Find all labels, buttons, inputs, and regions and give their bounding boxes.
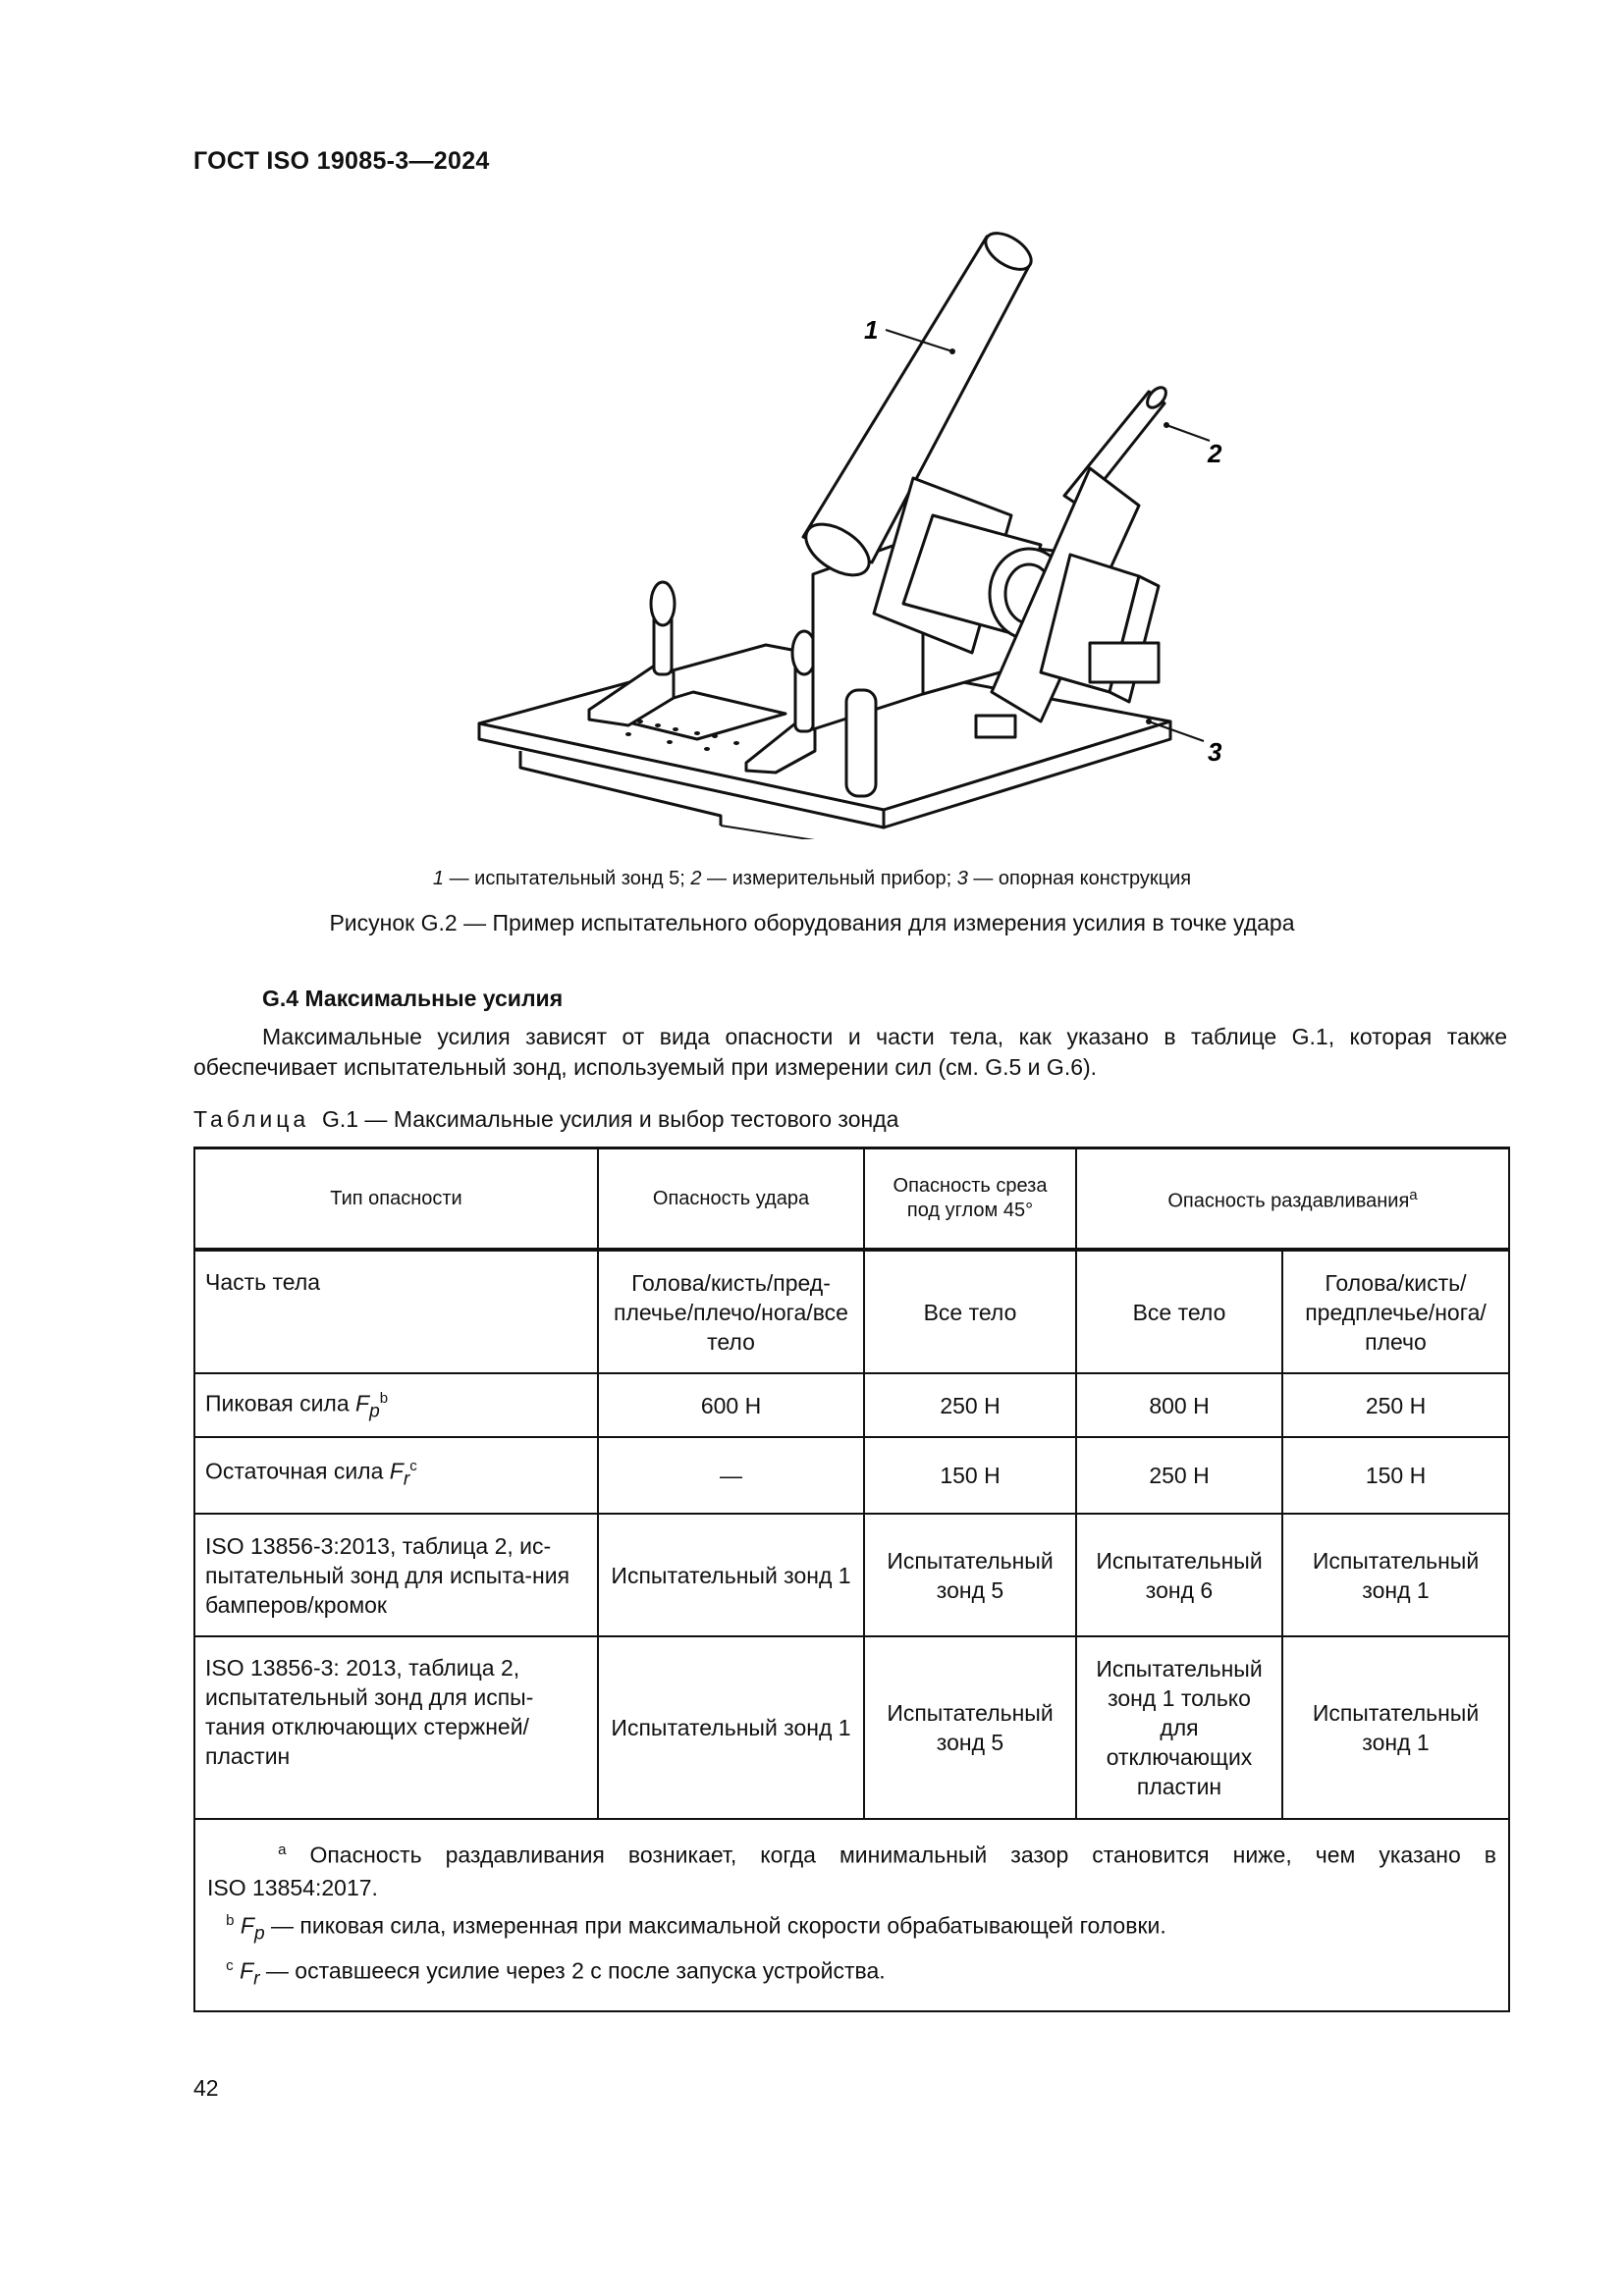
cell: Испытательный зонд 5 — [864, 1514, 1076, 1636]
section-paragraph — [193, 1022, 1507, 1083]
footnote-c-sub: r — [253, 1968, 260, 1990]
table-label: Таблица — [193, 1106, 310, 1132]
callout-1: 1 — [864, 315, 879, 345]
callout-3: 3 — [1208, 737, 1222, 767]
legend-num-2: 2 — [690, 868, 702, 889]
footnote-b-sub: p — [253, 1922, 265, 1944]
peak-label-text: Пиковая сила — [205, 1390, 356, 1416]
callout-2: 2 — [1208, 439, 1222, 468]
footnote-b — [207, 1904, 1496, 1949]
legend-text-1: — испытательный зонд 5; — [444, 868, 691, 889]
peak-symbol: F — [355, 1390, 370, 1416]
residual-sub: r — [403, 1468, 410, 1490]
cell: 150 Н — [1282, 1437, 1509, 1514]
table-row — [194, 1514, 1509, 1636]
cell: Все тело — [864, 1251, 1076, 1373]
cell: 150 Н — [864, 1437, 1076, 1514]
header-crush-sup: a — [1409, 1187, 1418, 1204]
cell: Испытательный зонд 1 — [598, 1636, 864, 1819]
section-title: G.4 Максимальные усилия — [262, 986, 564, 1011]
footnote-c — [207, 1949, 1496, 1995]
footnote-a-text: Опасность раздавливания возникает, когда минимальный зазор становится ниже, чем указано в — [309, 1842, 1497, 1868]
header-impact: Опасность удара — [598, 1148, 864, 1250]
table-footnotes — [194, 1819, 1509, 2011]
legend-text-3: — опорная конструкция — [967, 868, 1192, 889]
footnote-a-line2: ISO 13854:2017. — [207, 1874, 378, 1900]
table-row — [194, 1251, 1509, 1373]
peak-sup: b — [379, 1389, 389, 1407]
figure-legend — [0, 868, 1624, 890]
cell: Все тело — [1076, 1251, 1282, 1373]
cell: Испытательный зонд 5 — [864, 1636, 1076, 1819]
forces-table — [193, 1147, 1510, 2012]
cell: Испытательный зонд 1 — [1282, 1636, 1509, 1819]
table-title-text: G.1 — Максимальные усилия и выбор тестового зонда — [321, 1106, 899, 1132]
residual-sup: c — [409, 1458, 417, 1474]
cell: Испытательный зонд 1 — [1282, 1514, 1509, 1636]
row-residual-label — [194, 1437, 598, 1514]
row-iso1-label: ISO 13856-3:2013, таблица 2, ис-пытательный зонд для испыта-ния бамперов/кромок — [194, 1514, 598, 1636]
legend-num-3: 3 — [956, 868, 968, 889]
footnote-a-mark: a — [278, 1842, 287, 1858]
cell: 250 Н — [864, 1373, 1076, 1437]
header-hazard-type: Тип опасности — [194, 1148, 598, 1250]
residual-label-text: Остаточная сила — [205, 1458, 390, 1484]
row-iso2-label: ISO 13856-3: 2013, таблица 2, испытательный зонд для испы-тания отключающих стержней/пластин — [194, 1636, 598, 1819]
legend-num-1: 1 — [432, 868, 445, 889]
page-number: 42 — [193, 2075, 219, 2101]
table-row — [194, 1636, 1509, 1819]
header-crush-text: Опасность раздавливания — [1167, 1190, 1410, 1212]
footnote-b-text: — пиковая сила, измеренная при максимальной скорости обрабатывающей головки. — [264, 1912, 1166, 1939]
document-header: ГОСТ ISO 19085-3—2024 — [193, 147, 490, 175]
table-footnotes-row — [194, 1819, 1509, 2011]
paragraph-line-2: обеспечивает испытательный зонд, используемый при измерении сил (см. G.5 и G.6). — [193, 1054, 1098, 1080]
cell: Испытательный зонд 1 только для отключающих пластин — [1076, 1636, 1282, 1819]
test-equipment-figure — [461, 221, 1247, 839]
residual-symbol: F — [389, 1458, 404, 1484]
footnote-c-text: — оставшееся усилие через 2 с после запуска устройства. — [259, 1957, 886, 1984]
table-header-row — [194, 1148, 1509, 1250]
paragraph-line-1: Максимальные усилия зависят от вида опасности и части тела, как указано в таблице G.1, которая также — [262, 1024, 1507, 1049]
cell: 250 Н — [1076, 1437, 1282, 1514]
cell: Голова/кисть/пред-плечье/плечо/нога/все тело — [598, 1251, 864, 1373]
cell: 600 Н — [598, 1373, 864, 1437]
peak-sub: p — [369, 1401, 380, 1422]
legend-text-2: — измерительный прибор; — [701, 868, 957, 889]
table-row — [194, 1373, 1509, 1437]
footnote-a-line1 — [207, 1834, 1496, 1872]
table-row — [194, 1437, 1509, 1514]
footnote-b-mark: b — [226, 1911, 235, 1929]
header-shear: Опасность среза под углом 45° — [864, 1148, 1076, 1250]
footnote-c-mark: c — [226, 1956, 234, 1974]
footnote-b-symbol: F — [240, 1912, 254, 1939]
footnote-c-symbol: F — [240, 1957, 254, 1984]
cell: Испытательный зонд 6 — [1076, 1514, 1282, 1636]
row-body-part-label: Часть тела — [194, 1251, 598, 1373]
table-title — [193, 1106, 898, 1133]
header-crush — [1076, 1148, 1509, 1250]
figure-title: Рисунок G.2 — Пример испытательного оборудования для измерения усилия в точке удара — [329, 910, 1295, 935]
cell: Голова/кисть/предплечье/нога/плечо — [1282, 1251, 1509, 1373]
cell: — — [598, 1437, 864, 1514]
row-peak-label — [194, 1373, 598, 1437]
cell: Испытательный зонд 1 — [598, 1514, 864, 1636]
cell: 800 Н — [1076, 1373, 1282, 1437]
cell: 250 Н — [1282, 1373, 1509, 1437]
